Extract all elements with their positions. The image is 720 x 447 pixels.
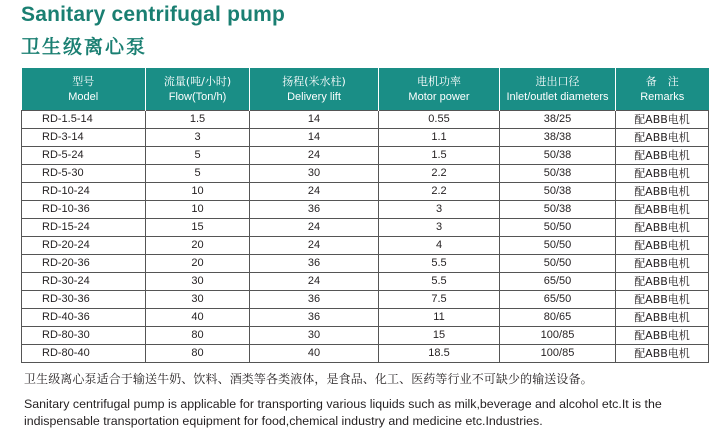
cell-model: RD-30-36: [22, 291, 146, 309]
cell-power: 0.55: [379, 111, 500, 129]
cell-remarks: 配ABB电机: [616, 345, 709, 363]
table-row: [22, 165, 709, 183]
cell-lift: 30: [250, 327, 379, 345]
cell-remarks: 配ABB电机: [616, 147, 709, 165]
title-chinese: 卫生级离心泵: [21, 36, 148, 58]
cell-diameter: 65/50: [500, 291, 616, 309]
table-row: [22, 345, 709, 363]
cell-flow: 5: [146, 165, 250, 183]
table-row: [22, 219, 709, 237]
cell-power: 1.1: [379, 129, 500, 147]
cell-model: RD-15-24: [22, 219, 146, 237]
cell-diameter: 50/38: [500, 147, 616, 165]
cell-flow: 80: [146, 327, 250, 345]
cell-remarks: 配ABB电机: [616, 327, 709, 345]
cell-flow: 10: [146, 201, 250, 219]
cell-power: 4: [379, 237, 500, 255]
header-flow: 流量(吨/小时) Flow(Ton/h): [146, 68, 250, 111]
cell-model: RD-3-14: [22, 129, 146, 147]
cell-diameter: 50/38: [500, 165, 616, 183]
cell-diameter: 50/38: [500, 201, 616, 219]
cell-remarks: 配ABB电机: [616, 111, 709, 129]
header-remarks: 备 注 Remarks: [616, 68, 709, 111]
cell-diameter: 65/50: [500, 273, 616, 291]
table-row: [22, 201, 709, 219]
cell-power: 2.2: [379, 165, 500, 183]
cell-model: RD-20-36: [22, 255, 146, 273]
cell-remarks: 配ABB电机: [616, 129, 709, 147]
cell-remarks: 配ABB电机: [616, 219, 709, 237]
header-model: 型号 Model: [22, 68, 146, 111]
cell-model: RD-5-30: [22, 165, 146, 183]
table-row: [22, 291, 709, 309]
cell-lift: 30: [250, 165, 379, 183]
cell-flow: 5: [146, 147, 250, 165]
title-english: Sanitary centrifugal pump: [21, 3, 286, 26]
description-chinese: 卫生级离心泵适合于输送牛奶、饮料、酒类等各类液体，是食品、化工、医药等行业不可缺少的输送设备。: [24, 372, 593, 386]
cell-flow: 20: [146, 255, 250, 273]
table-row: [22, 183, 709, 201]
cell-model: RD-10-24: [22, 183, 146, 201]
cell-diameter: 38/38: [500, 129, 616, 147]
cell-diameter: 50/50: [500, 237, 616, 255]
cell-power: 3: [379, 201, 500, 219]
cell-lift: 24: [250, 147, 379, 165]
cell-lift: 14: [250, 129, 379, 147]
cell-model: RD-40-36: [22, 309, 146, 327]
cell-flow: 30: [146, 291, 250, 309]
cell-lift: 14: [250, 111, 379, 129]
cell-lift: 24: [250, 219, 379, 237]
cell-remarks: 配ABB电机: [616, 309, 709, 327]
table-header-row: [22, 68, 709, 111]
cell-flow: 10: [146, 183, 250, 201]
cell-power: 18.5: [379, 345, 500, 363]
cell-model: RD-80-30: [22, 327, 146, 345]
cell-lift: 24: [250, 273, 379, 291]
cell-flow: 20: [146, 237, 250, 255]
cell-remarks: 配ABB电机: [616, 183, 709, 201]
table-row: [22, 237, 709, 255]
table-row: [22, 309, 709, 327]
table-row: [22, 255, 709, 273]
cell-flow: 15: [146, 219, 250, 237]
cell-lift: 36: [250, 291, 379, 309]
cell-flow: 40: [146, 309, 250, 327]
cell-flow: 1.5: [146, 111, 250, 129]
cell-remarks: 配ABB电机: [616, 201, 709, 219]
table-row: [22, 129, 709, 147]
table-row: [22, 147, 709, 165]
header-delivery-lift: 扬程(米水柱) Delivery lift: [250, 68, 379, 111]
cell-power: 11: [379, 309, 500, 327]
cell-model: RD-10-36: [22, 201, 146, 219]
cell-model: RD-5-24: [22, 147, 146, 165]
cell-remarks: 配ABB电机: [616, 237, 709, 255]
cell-model: RD-30-24: [22, 273, 146, 291]
cell-remarks: 配ABB电机: [616, 291, 709, 309]
cell-diameter: 80/65: [500, 309, 616, 327]
cell-flow: 80: [146, 345, 250, 363]
cell-lift: 40: [250, 345, 379, 363]
cell-power: 1.5: [379, 147, 500, 165]
cell-lift: 36: [250, 255, 379, 273]
description-english: Sanitary centrifugal pump is applicable for transporting various liquids such as milk,beverage and alcohol etc.It is the indispensable transportation equipment for food,chemical industry and medicine etc.Industries.: [24, 397, 662, 428]
cell-lift: 24: [250, 183, 379, 201]
cell-flow: 30: [146, 273, 250, 291]
cell-diameter: 50/50: [500, 219, 616, 237]
cell-lift: 36: [250, 309, 379, 327]
cell-model: RD-80-40: [22, 345, 146, 363]
cell-power: 2.2: [379, 183, 500, 201]
cell-power: 5.5: [379, 255, 500, 273]
cell-power: 7.5: [379, 291, 500, 309]
cell-remarks: 配ABB电机: [616, 273, 709, 291]
cell-diameter: 50/50: [500, 255, 616, 273]
header-diameters: 进出口径 Inlet/outlet diameters: [500, 68, 616, 111]
table-row: [22, 273, 709, 291]
table-row: [22, 111, 709, 129]
cell-lift: 36: [250, 201, 379, 219]
spec-table: [21, 68, 709, 363]
cell-remarks: 配ABB电机: [616, 165, 709, 183]
cell-model: RD-20-24: [22, 237, 146, 255]
cell-diameter: 100/85: [500, 345, 616, 363]
cell-power: 15: [379, 327, 500, 345]
header-motor-power: 电机功率 Motor power: [379, 68, 500, 111]
cell-model: RD-1.5-14: [22, 111, 146, 129]
cell-diameter: 38/25: [500, 111, 616, 129]
cell-flow: 3: [146, 129, 250, 147]
table-row: [22, 327, 709, 345]
cell-diameter: 50/38: [500, 183, 616, 201]
cell-remarks: 配ABB电机: [616, 255, 709, 273]
cell-lift: 24: [250, 237, 379, 255]
cell-power: 3: [379, 219, 500, 237]
cell-diameter: 100/85: [500, 327, 616, 345]
cell-power: 5.5: [379, 273, 500, 291]
